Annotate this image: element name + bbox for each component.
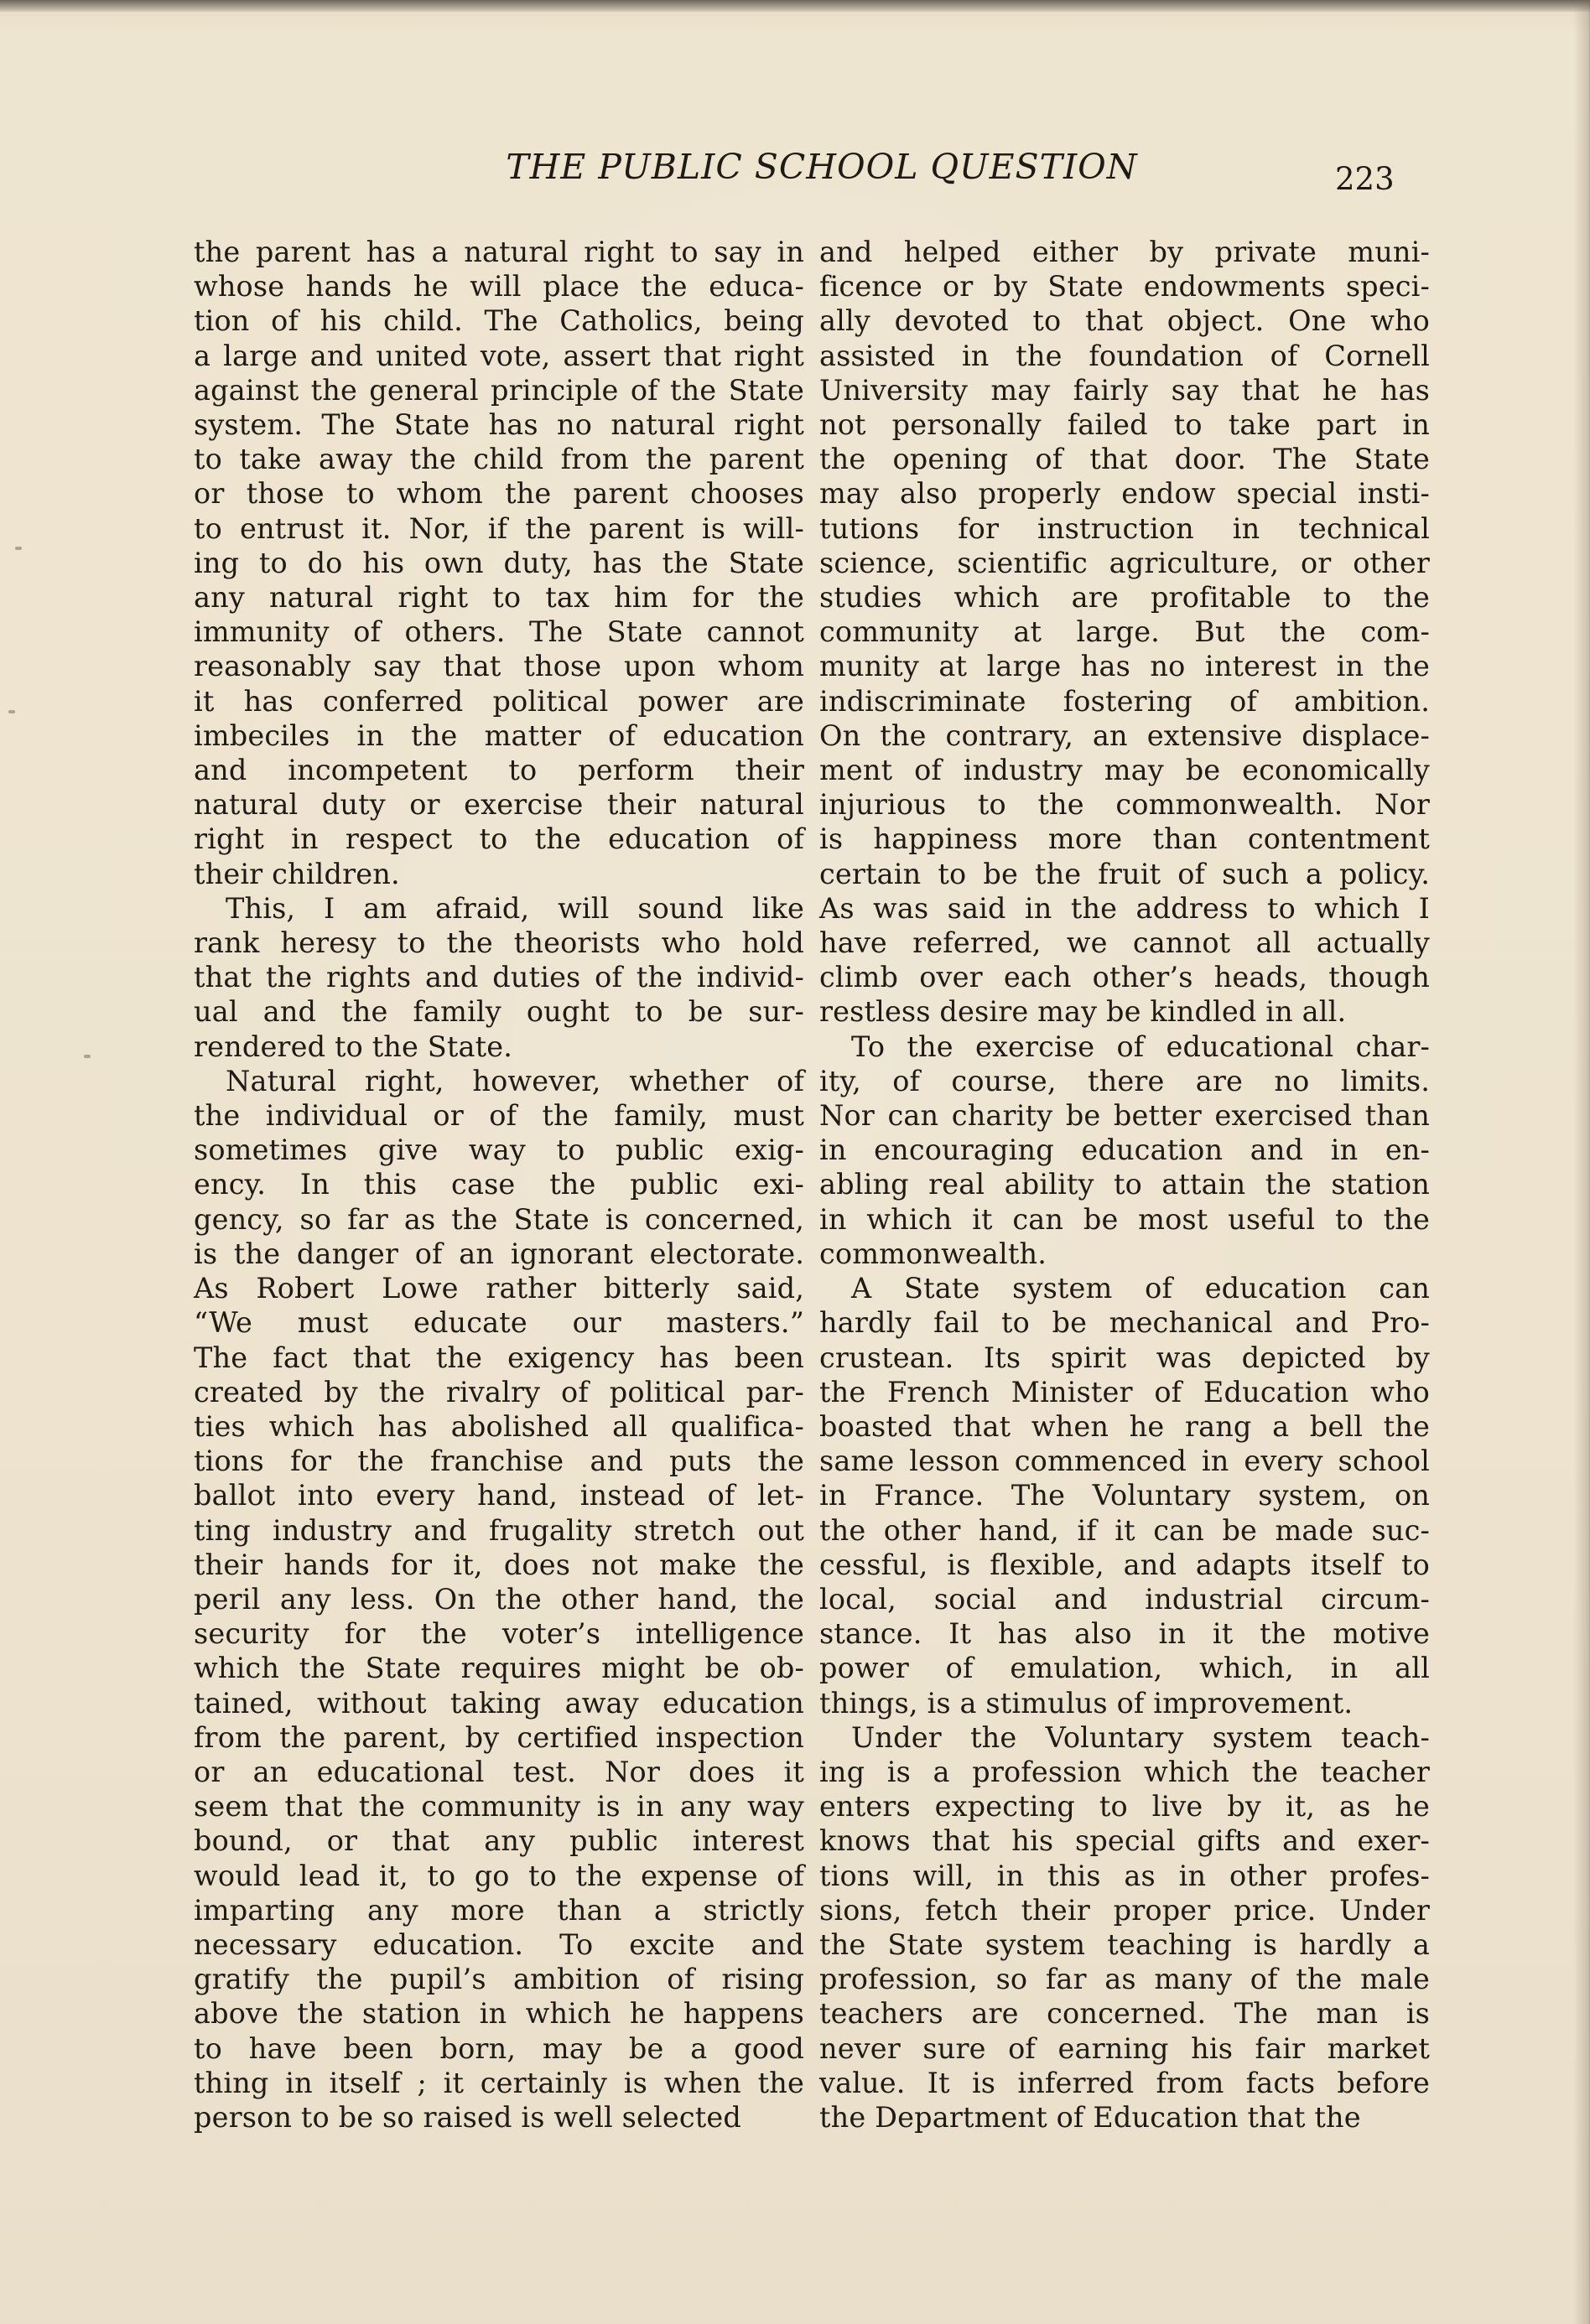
left-column-line: thing in itself ; it certainly is when the xyxy=(194,2066,804,2099)
left-column-line: whose hands he will place the educa- xyxy=(194,270,804,303)
right-column-line: University may fairly say that he has xyxy=(819,373,1430,407)
left-column-line: would lead it, to go to the expense of xyxy=(194,1859,804,1892)
left-column-line: is the danger of an ignorant electorate. xyxy=(194,1237,804,1270)
right-column-line: boasted that when he rang a bell the xyxy=(819,1409,1430,1443)
right-column-line: tions will, in this as in other profes- xyxy=(819,1859,1430,1892)
right-column-line: tutions for instruction in technical xyxy=(819,511,1430,545)
right-column-line: in which it can be most useful to the xyxy=(819,1202,1430,1236)
right-column-line: ment of industry may be economically xyxy=(819,754,1430,787)
right-column-line: stance. It has also in it the motive xyxy=(819,1617,1430,1651)
right-column-line: community at large. But the com- xyxy=(819,615,1430,649)
left-column-line: and incompetent to perform their xyxy=(194,754,804,787)
left-column-line: As Robert Lowe rather bitterly said, xyxy=(194,1272,804,1305)
right-column-line: climb over each other’s heads, though xyxy=(819,961,1430,994)
margin-speck-1 xyxy=(15,547,22,550)
left-column-line: gency, so far as the State is concerned, xyxy=(194,1202,804,1236)
left-column-line: bound, or that any public interest xyxy=(194,1824,804,1858)
right-column-line: teachers are concerned. The man is xyxy=(819,1997,1430,2031)
left-column-line: immunity of others. The State cannot xyxy=(194,615,804,649)
left-column-line: rendered to the State. xyxy=(194,1030,513,1063)
right-column-line: never sure of earning his fair market xyxy=(819,2031,1430,2065)
right-column-line: profession, so far as many of the male xyxy=(819,1963,1430,1996)
left-column-line: The fact that the exigency has been xyxy=(194,1341,804,1374)
right-column-line: ing is a profession which the teacher xyxy=(819,1755,1430,1788)
right-column-line: power of emulation, which, in all xyxy=(819,1652,1430,1685)
right-column-line: studies which are profitable to the xyxy=(819,581,1430,615)
left-column-line: ballot into every hand, instead of let- xyxy=(194,1479,804,1512)
right-column-line: the other hand, if it can be made suc- xyxy=(819,1513,1430,1547)
left-column-line: rank heresy to the theorists who hold xyxy=(194,926,804,960)
left-column-line: security for the voter’s intelligence xyxy=(194,1617,804,1651)
left-column-line: created by the rivalry of political par- xyxy=(194,1375,804,1408)
right-column-line: have referred, we cannot all actually xyxy=(819,926,1430,960)
left-column-line: to entrust it. Nor, if the parent is will- xyxy=(194,511,804,545)
left-column-line: seem that the community is in any way xyxy=(194,1790,804,1823)
right-column-line: the State system teaching is hardly a xyxy=(819,1927,1430,1961)
right-column-line: local, social and industrial circum- xyxy=(819,1582,1430,1616)
left-column-line: the parent has a natural right to say in xyxy=(194,236,804,268)
left-column-line: the individual or of the family, must xyxy=(194,1099,804,1133)
left-column-line: against the general principle of the State xyxy=(194,373,804,407)
right-column-line: A State system of education can xyxy=(851,1272,1430,1305)
right-column-line: crustean. Its spirit was depicted by xyxy=(819,1341,1430,1374)
page-right-edge xyxy=(1573,0,1590,2324)
right-column-line: hardly fail to be mechanical and Pro- xyxy=(819,1306,1430,1340)
left-column-line: ing to do his own duty, has the State xyxy=(194,546,804,579)
right-column-line: abling real ability to attain the station xyxy=(819,1168,1430,1201)
left-column-line: peril any less. On the other hand, the xyxy=(194,1582,804,1616)
left-text-column xyxy=(194,235,804,2135)
right-column-line: ficence or by State endowments speci- xyxy=(819,270,1430,303)
page-top-edge xyxy=(0,0,1590,12)
right-column-line: Under the Voluntary system teach- xyxy=(851,1720,1430,1754)
left-column-line: or an educational test. Nor does it xyxy=(194,1755,804,1788)
left-column-line: This, I am afraid, will sound like xyxy=(226,891,804,925)
right-column-line: in France. The Voluntary system, on xyxy=(819,1479,1430,1512)
margin-speck-3 xyxy=(84,1055,91,1058)
right-column-line: value. It is inferred from facts before xyxy=(819,2066,1430,2099)
right-column-line: ity, of course, there are no limits. xyxy=(819,1064,1430,1097)
left-column-line: from the parent, by certified inspection xyxy=(194,1720,804,1754)
right-column-line: the Department of Education that the xyxy=(819,2100,1361,2134)
left-column-line: their children. xyxy=(194,857,400,890)
left-column-line: which the State requires might be ob- xyxy=(194,1652,804,1685)
right-column-line: is happiness more than contentment xyxy=(819,822,1430,856)
right-column-line: things, is a stimulus of improvement. xyxy=(819,1686,1354,1720)
left-column-line: ency. In this case the public exi- xyxy=(194,1168,804,1201)
right-column-line: As was said in the address to which I xyxy=(819,891,1430,925)
right-column-line: ally devoted to that object. One who xyxy=(819,304,1430,338)
right-column-line: knows that his special gifts and exer- xyxy=(819,1824,1430,1858)
right-column-line: restless desire may be kindled in all. xyxy=(819,995,1347,1029)
left-column-line: ual and the family ought to be sur- xyxy=(194,995,804,1029)
right-column-line: science, scientific agriculture, or other xyxy=(819,546,1430,579)
right-column-line: cessful, is flexible, and adapts itself to xyxy=(819,1548,1430,1581)
left-column-line: natural duty or exercise their natural xyxy=(194,788,804,822)
right-column-line: enters expecting to live by it, as he xyxy=(819,1790,1430,1823)
left-column-line: right in respect to the education of xyxy=(194,822,804,856)
right-column-line: indiscriminate fostering of ambition. xyxy=(819,684,1430,718)
left-column-line: tions for the franchise and puts the xyxy=(194,1445,804,1478)
left-column-line: or those to whom the parent chooses xyxy=(194,477,804,511)
left-column-line: above the station in which he happens xyxy=(194,1997,804,2031)
left-column-line: imbeciles in the matter of education xyxy=(194,718,804,752)
right-column-line: in encouraging education and in en- xyxy=(819,1133,1430,1167)
left-column-line: a large and united vote, assert that right xyxy=(194,339,804,372)
right-text-column xyxy=(819,235,1430,2135)
left-column-line: ties which has abolished all qualifica- xyxy=(194,1409,804,1443)
right-column-line: may also properly endow special insti- xyxy=(819,477,1430,511)
right-column-line: the French Minister of Education who xyxy=(819,1375,1430,1408)
left-column-line: imparting any more than a strictly xyxy=(194,1893,804,1927)
left-column-line: their hands for it, does not make the xyxy=(194,1548,804,1581)
right-column-line: and helped either by private muni- xyxy=(819,236,1430,268)
left-column-line: that the rights and duties of the individ- xyxy=(194,961,804,994)
right-column-line: To the exercise of educational char- xyxy=(851,1030,1430,1063)
right-column-line: not personally failed to take part in xyxy=(819,408,1430,442)
left-column-line: gratify the pupil’s ambition of rising xyxy=(194,1963,804,1996)
left-column-line: tion of his child. The Catholics, being xyxy=(194,304,804,338)
margin-speck-2 xyxy=(8,710,15,713)
left-column-line: any natural right to tax him for the xyxy=(194,581,804,615)
left-column-line: tained, without taking away education xyxy=(194,1686,804,1720)
left-column-line: to have been born, may be a good xyxy=(194,2031,804,2065)
left-column-line: it has conferred political power are xyxy=(194,684,804,718)
right-column-line: certain to be the fruit of such a policy. xyxy=(819,857,1430,890)
left-column-line: to take away the child from the parent xyxy=(194,443,804,476)
left-column-line: Natural right, however, whether of xyxy=(226,1064,804,1097)
right-column-line: munity at large has no interest in the xyxy=(819,650,1430,683)
page-number: 223 xyxy=(1335,161,1395,197)
left-column-line: sometimes give way to public exig- xyxy=(194,1133,804,1167)
running-header: THE PUBLIC SCHOOL QUESTION xyxy=(506,147,1138,187)
right-column-line: injurious to the commonwealth. Nor xyxy=(819,788,1430,822)
right-column-line: commonwealth. xyxy=(819,1237,1047,1270)
left-column-line: reasonably say that those upon whom xyxy=(194,650,804,683)
left-column-line: person to be so raised is well selected xyxy=(194,2100,741,2134)
left-column-line: ting industry and frugality stretch out xyxy=(194,1513,804,1547)
right-column-line: On the contrary, an extensive displace- xyxy=(819,718,1430,752)
right-column-line: same lesson commenced in every school xyxy=(819,1445,1430,1478)
left-column-line: necessary education. To excite and xyxy=(194,1927,804,1961)
right-column-line: Nor can charity be better exercised than xyxy=(819,1099,1430,1133)
left-column-line: “We must educate our masters.” xyxy=(194,1306,804,1340)
right-column-line: sions, fetch their proper price. Under xyxy=(819,1893,1430,1927)
right-column-line: assisted in the foundation of Cornell xyxy=(819,339,1430,372)
right-column-line: the opening of that door. The State xyxy=(819,443,1430,476)
left-column-line: system. The State has no natural right xyxy=(194,408,804,442)
